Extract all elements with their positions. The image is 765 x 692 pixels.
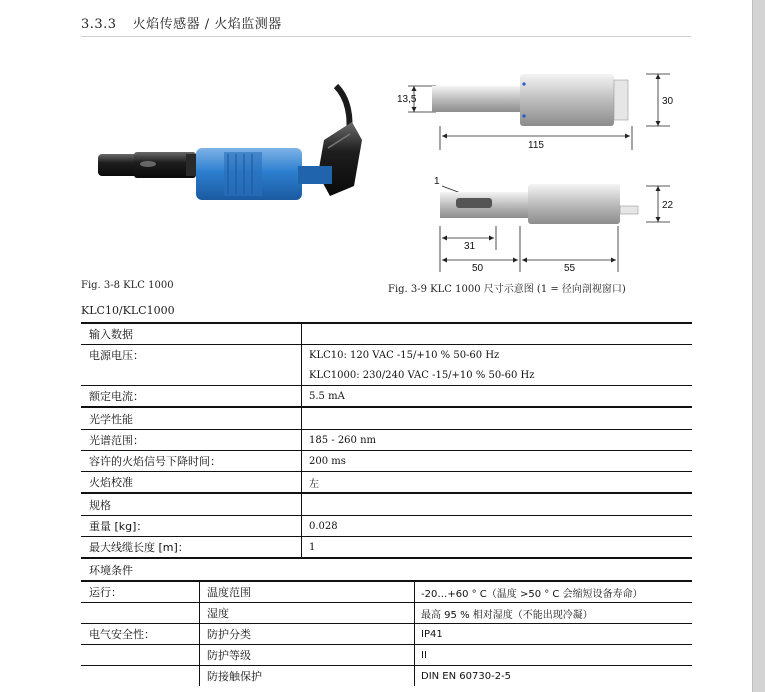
spec-value: 左 [309, 478, 319, 490]
section-heading [81, 13, 282, 32]
dim-115: 115 [528, 140, 544, 151]
sensor-body [196, 148, 332, 200]
spec-value: -20…+60 ° C（温度 >50 ° C 会缩短设备寿命） [421, 588, 643, 600]
sensor-tube [98, 152, 198, 178]
spec-value: 1 [309, 541, 316, 553]
spec-row-protection-class [81, 624, 692, 644]
spec-section-optical [81, 408, 692, 429]
spec-label: 额定电流： [89, 390, 144, 403]
spec-value: II [421, 649, 427, 661]
spec-value: KLC1000: 230/240 VAC -15/+10 % 50-60 Hz [309, 369, 535, 381]
spec-value: IP41 [421, 628, 443, 640]
spec-row-weight [81, 516, 692, 536]
spec-label: 光谱范围： [89, 434, 144, 447]
spec-sublabel: 防护等级 [207, 649, 251, 662]
spec-section-env [81, 559, 692, 580]
spec-value: 5.5 mA [309, 390, 345, 402]
heading-rule [81, 36, 691, 37]
spec-row-spectrum [81, 430, 692, 450]
spec-label: 电源电压： [89, 349, 144, 362]
dimension-drawing [388, 64, 698, 284]
spec-row-voltage [81, 345, 692, 365]
spec-row-voltage-2 [81, 365, 692, 385]
spec-row-temperature [81, 582, 692, 602]
section-title-specs: 规格 [89, 498, 111, 512]
dim-55: 55 [564, 263, 576, 274]
spec-section-specs [81, 494, 692, 515]
spec-sublabel: 防接触保护 [207, 670, 262, 683]
angled-connector [318, 122, 362, 196]
spec-row-fall-time [81, 451, 692, 471]
spec-label: 火焰校准 [89, 476, 133, 489]
spec-sublabel: 湿度 [207, 607, 229, 620]
dim-31: 31 [464, 241, 476, 252]
figure-caption-right: Fig. 3-9 KLC 1000 尺寸示意图 (1 = 径向剖视窗口) [388, 284, 626, 295]
spec-value: 0.028 [309, 520, 338, 532]
spec-value: 最高 95 % 相对湿度（不能出现冷凝） [421, 609, 593, 621]
spec-table [81, 322, 692, 686]
spec-section-input [81, 324, 692, 344]
spec-sublabel: 防护分类 [207, 628, 251, 641]
spec-label: 重量 [kg]： [89, 520, 148, 533]
figure-caption-left: Fig. 3-8 KLC 1000 [81, 280, 174, 291]
spec-label: 最大线缆长度 [m]： [89, 541, 189, 554]
spec-label: 容许的火焰信号下降时间： [89, 455, 221, 468]
spec-label: 电气安全性： [89, 628, 155, 641]
viewer-background-strip [753, 0, 765, 692]
spec-value: 200 ms [309, 455, 346, 467]
model-line: KLC10/KLC1000 [81, 304, 175, 317]
section-title-env: 环境条件 [89, 563, 133, 577]
spec-row-current [81, 386, 692, 406]
section-title-optical: 光学性能 [89, 412, 133, 426]
spec-row-cable [81, 537, 692, 557]
section-title-input: 输入数据 [89, 328, 133, 341]
dim-22: 22 [662, 200, 674, 211]
dim-50: 50 [472, 263, 484, 274]
dim-window-1: 1 [434, 176, 440, 187]
spec-row-calibration [81, 472, 692, 492]
spec-row-humidity [81, 603, 692, 623]
spec-row-protection-level [81, 645, 692, 665]
section-title: 火焰传感器 / 火焰监测器 [132, 17, 282, 32]
spec-row-contact-protection [81, 666, 692, 686]
dim-30: 30 [662, 96, 674, 107]
spec-value: DIN EN 60730-2-5 [421, 670, 512, 682]
section-number: 3.3.3 [81, 17, 117, 32]
spec-value: 185 - 260 nm [309, 434, 377, 446]
spec-sublabel: 温度范围 [207, 586, 251, 599]
spec-label: 运行： [89, 586, 122, 599]
product-photo [86, 78, 376, 278]
spec-value: KLC10: 120 VAC -15/+10 % 50-60 Hz [309, 349, 500, 361]
dim-13-5: 13,5 [397, 94, 417, 105]
